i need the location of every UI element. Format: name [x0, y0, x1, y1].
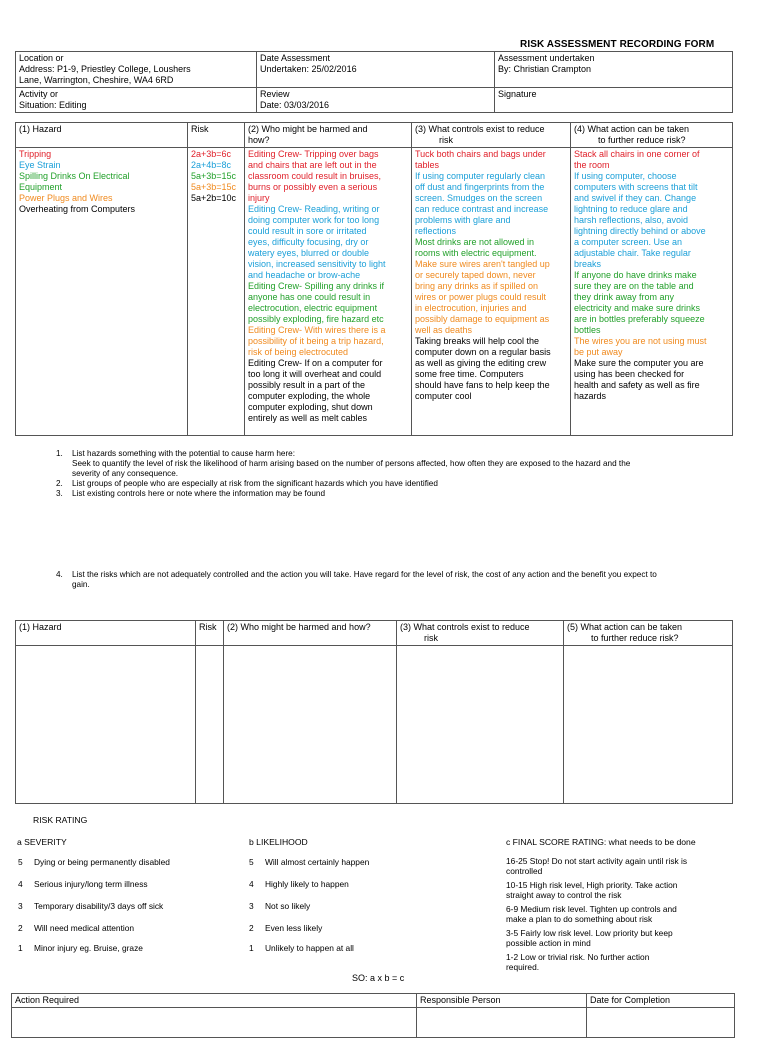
note-number: 1.: [56, 449, 63, 458]
t2-who-cell[interactable]: [224, 646, 397, 804]
t2-hazard-cell[interactable]: [16, 646, 196, 804]
hazard-list-cell: [16, 148, 188, 436]
text-line: Review: [260, 89, 290, 99]
rating-number: 3: [249, 901, 254, 911]
existing-control-entry: [415, 149, 567, 171]
text-line: (5) What action can be taken: [567, 622, 683, 632]
note-text: severity of any consequence.: [72, 469, 179, 478]
text-line: Date Assessment: [260, 53, 331, 63]
guidance-note-4: [56, 570, 657, 590]
text-line: Most drinks are not allowed in: [415, 237, 535, 247]
text-line: risk: [424, 633, 438, 643]
rating-text: Unlikely to happen at all: [265, 943, 354, 953]
rating-number: 4: [18, 879, 23, 889]
responsible-person-header: Responsible Person: [417, 994, 587, 1008]
who-harmed-entry: [248, 149, 408, 204]
text-line: too long it will overheat and could: [248, 369, 382, 379]
further-action-entry: [574, 336, 729, 358]
text-line: reflections: [415, 226, 457, 236]
action-required-header: Action Required: [12, 994, 417, 1008]
further-action-table: [15, 620, 733, 804]
existing-control-entry: [415, 259, 567, 336]
formula: SO: a x b = c: [352, 973, 405, 983]
text-line: make a plan to do something about risk: [506, 914, 653, 924]
existing-control-entry: [415, 336, 567, 402]
t2-controls-cell[interactable]: [397, 646, 564, 804]
text-line: computer exploding, shut down: [248, 402, 373, 412]
text-line: tables: [415, 160, 440, 170]
text-line: problems with glare and: [415, 215, 511, 225]
text-line: 6-9 Medium risk level. Tighten up controls and: [506, 904, 677, 914]
controls-list-cell: [412, 148, 571, 436]
rating-text: Will need medical attention: [34, 923, 135, 933]
rating-text: Will almost certainly happen: [265, 857, 370, 867]
further-action-entry: [574, 171, 729, 270]
risk-value: 5a+3b=15c: [191, 171, 237, 181]
text-line: Tuck both chairs and bags under: [415, 149, 546, 159]
t2-action-header: [564, 621, 733, 646]
t2-risk-header: Risk: [196, 621, 224, 646]
activity-cell: [16, 88, 257, 113]
completion-date-header: Date for Completion: [587, 994, 735, 1008]
text-line: injury: [248, 193, 270, 203]
risk-rating-title: RISK RATING: [33, 815, 88, 825]
text-line: straight away to control the risk: [506, 890, 622, 900]
text-line: Address: P1-9, Priestley College, Loushers: [19, 64, 191, 74]
risk-value: 5a+3b=15c: [191, 182, 237, 192]
text-line: Lane, Warrington, Cheshire, WA4 6RD: [19, 75, 174, 85]
text-line: harsh reflections, also, avoid: [574, 215, 689, 225]
text-line: how?: [248, 135, 270, 145]
text-line: or securely taped down, never: [415, 270, 536, 280]
controls-header: [412, 123, 571, 148]
rating-number: 2: [18, 923, 23, 933]
who-harmed-entry: [248, 325, 408, 358]
final-score-item: [506, 856, 730, 876]
text-line: sure they are on the table and: [574, 281, 694, 291]
note-number: 3.: [56, 489, 63, 498]
risk-value: 5a+2b=10c: [191, 193, 237, 203]
text-line: Date: 03/03/2016: [260, 100, 330, 110]
date-assessed-cell: [257, 52, 495, 88]
likelihood-title: b LIKELIHOOD: [249, 837, 308, 847]
rating-text: Serious injury/long term illness: [34, 879, 148, 889]
location-cell: [16, 52, 257, 88]
hazard-item: Spilling Drinks On Electrical: [19, 171, 130, 181]
note-number: [56, 459, 72, 469]
text-line: possibility of it being a trip hazard,: [248, 336, 384, 346]
text-line: eyes, difficulty focusing, dry or: [248, 237, 369, 247]
guidance-notes: [56, 449, 630, 499]
further-action-entry: [574, 270, 729, 336]
rating-text: Not so likely: [265, 901, 311, 911]
risk-header: Risk: [188, 123, 245, 148]
who-header: [245, 123, 412, 148]
text-line: Stack all chairs in one corner of: [574, 149, 700, 159]
t2-controls-header: [397, 621, 564, 646]
rating-number: 1: [249, 943, 254, 953]
final-score-item: [506, 952, 730, 972]
text-line: computers with screens that tilt: [574, 182, 698, 192]
hazard-header: (1) Hazard: [16, 123, 188, 148]
text-line: and chairs that are left out in the: [248, 160, 377, 170]
text-line: computer down on a regular basis: [415, 347, 551, 357]
risk-value: 2a+3b=6c: [191, 149, 232, 159]
severity-item: [18, 901, 163, 911]
text-line: Editing Crew- With wires there is a: [248, 325, 386, 335]
assessed-by-cell: [495, 52, 733, 88]
text-line: (2) Who might be harmed and: [248, 124, 368, 134]
note-line: [56, 580, 657, 590]
hazard-item: Equipment: [19, 182, 63, 192]
t2-hazard-header: (1) Hazard: [16, 621, 196, 646]
text-line: classroom could result in bruises,: [248, 171, 382, 181]
text-line: Make sure wires aren't tangled up: [415, 259, 550, 269]
note-number: 4.: [56, 570, 63, 579]
text-line: Editing Crew- Reading, writing or: [248, 204, 380, 214]
t2-risk-cell[interactable]: [196, 646, 224, 804]
text-line: electrocution, electric equipment: [248, 303, 378, 313]
text-line: (3) What controls exist to reduce: [415, 124, 545, 134]
note-number: [56, 469, 72, 479]
note-line: [56, 570, 657, 580]
text-line: in electrocution, injuries and: [415, 303, 527, 313]
final-score-item: [506, 928, 730, 948]
text-line: possibly result in a part of the: [248, 380, 366, 390]
rating-text: Minor injury eg. Bruise, graze: [34, 943, 143, 953]
severity-title: a SEVERITY: [17, 837, 67, 847]
text-line: watery eyes, blurred or double: [248, 248, 370, 258]
info-table: [15, 51, 733, 113]
risk-value: 2a+4b=8c: [191, 160, 232, 170]
rating-text: Temporary disability/3 days off sick: [34, 901, 164, 911]
signature-label: Signature: [498, 89, 537, 99]
signature-cell: [495, 88, 733, 113]
text-line: to further reduce risk?: [598, 135, 686, 145]
note-number: 2.: [56, 479, 63, 488]
text-line: some free time. Computers: [415, 369, 524, 379]
severity-item: [18, 923, 134, 933]
rating-number: 3: [18, 901, 23, 911]
text-line: 3-5 Fairly low risk level. Low priority but keep: [506, 928, 673, 938]
rating-text: Even less likely: [265, 923, 323, 933]
text-line: could result in sore or irritated: [248, 226, 367, 236]
rating-number: 1: [18, 943, 23, 953]
text-line: computer exploding, the whole: [248, 391, 371, 401]
action-required-cell[interactable]: [12, 1008, 417, 1038]
note-line: [56, 449, 630, 459]
likelihood-item: [249, 857, 369, 867]
note-text: List the risks which are not adequately controlled and the action you will take. Have regard for the level of risk, the cost of any action and the benefit you expect to: [72, 570, 657, 579]
text-line: Activity or: [19, 89, 59, 99]
text-line: Taking breaks will help cool the: [415, 336, 540, 346]
text-line: Location or: [19, 53, 64, 63]
text-line: hazards: [574, 391, 607, 401]
text-line: By: Christian Crampton: [498, 64, 592, 74]
text-line: possible action in mind: [506, 938, 591, 948]
text-line: health and safety as well as fire: [574, 380, 700, 390]
note-text: gain.: [72, 580, 90, 589]
likelihood-item: [249, 923, 322, 933]
text-line: controlled: [506, 866, 543, 876]
text-line: Editing Crew- Tripping over bags: [248, 149, 379, 159]
text-line: should have fans to help keep the: [415, 380, 550, 390]
rating-text: Dying or being permanently disabled: [34, 857, 170, 867]
text-line: Assessment undertaken: [498, 53, 595, 63]
further-action-entry: [574, 358, 729, 402]
who-harmed-entry: [248, 358, 408, 424]
text-line: risk of being electrocuted: [248, 347, 349, 357]
text-line: If using computer, choose: [574, 171, 677, 181]
text-line: The wires you are not using must: [574, 336, 707, 346]
text-line: and swivel if they can. Change: [574, 193, 697, 203]
likelihood-item: [249, 943, 354, 953]
hazard-item: Eye Strain: [19, 160, 61, 170]
completion-date-cell[interactable]: [587, 1008, 735, 1038]
text-line: possibly damage to equipment as: [415, 314, 550, 324]
hazard-item: Overheating from Computers: [19, 204, 136, 214]
text-line: well as deaths: [415, 325, 473, 335]
hazard-item: Tripping: [19, 149, 52, 159]
who-list-cell: [245, 148, 412, 436]
final-score-title: c FINAL SCORE RATING: what needs to be done: [506, 837, 696, 847]
likelihood-item: [249, 879, 349, 889]
text-line: risk: [439, 135, 453, 145]
further-action-entry: [574, 149, 729, 171]
text-line: required.: [506, 962, 540, 972]
text-line: 10-15 High risk level, High priority. Take action: [506, 880, 678, 890]
actions-list-cell: [571, 148, 733, 436]
text-line: Make sure the computer you are: [574, 358, 704, 368]
text-line: and headache or brow-ache: [248, 270, 361, 280]
existing-control-entry: [415, 171, 567, 237]
likelihood-item: [249, 901, 310, 911]
note-line: [56, 469, 630, 479]
text-line: bring any drinks as if spilled on: [415, 281, 539, 291]
rating-text: Highly likely to happen: [265, 879, 349, 889]
text-line: wires or power plugs could result: [415, 292, 547, 302]
rating-number: 4: [249, 879, 254, 889]
text-line: possibly exploding, fire hazard etc: [248, 314, 384, 324]
text-line: electricity and make sure drinks: [574, 303, 701, 313]
text-line: Undertaken: 25/02/2016: [260, 64, 357, 74]
text-line: entirely as well as melt cables: [248, 413, 368, 423]
review-cell: [257, 88, 495, 113]
text-line: be put away: [574, 347, 623, 357]
text-line: as well as giving the editing crew: [415, 358, 547, 368]
text-line: If using computer regularly clean: [415, 171, 546, 181]
text-line: to further reduce risk?: [591, 633, 679, 643]
who-harmed-entry: [248, 204, 408, 281]
text-line: they drink away from any: [574, 292, 675, 302]
note-text: List groups of people who are especially at risk from the significant hazards which you have identified: [72, 479, 438, 488]
text-line: Editing Crew- If on a computer for: [248, 358, 383, 368]
text-line: rooms with electric equipment.: [415, 248, 537, 258]
text-line: (4) What action can be taken: [574, 124, 690, 134]
text-line: lightning directly behind or above: [574, 226, 706, 236]
text-line: the room: [574, 160, 610, 170]
final-score-list: [506, 856, 730, 976]
text-line: screen. Smudges on the screen: [415, 193, 543, 203]
text-line: vision, increased sensitivity to light: [248, 259, 386, 269]
text-line: doing computer work for too long: [248, 215, 380, 225]
text-line: computer cool: [415, 391, 472, 401]
note-line: [56, 459, 630, 469]
note-text: List hazards something with the potential to cause harm here:: [72, 449, 296, 458]
text-line: anyone has one could result in: [248, 292, 371, 302]
final-score-item: [506, 880, 730, 900]
text-line: using has been checked for: [574, 369, 685, 379]
note-text: Seek to quantify the level of risk the likelihood of harm arising based on the number of persons affected, how often they are exposed to the hazard and the: [72, 459, 631, 468]
action-header: [571, 123, 733, 148]
text-line: breaks: [574, 259, 602, 269]
text-line: Editing Crew- Spilling any drinks if: [248, 281, 385, 291]
text-line: If anyone do have drinks make: [574, 270, 697, 280]
final-score-item: [506, 904, 730, 924]
text-line: can reduce contrast and increase: [415, 204, 549, 214]
text-line: bottles: [574, 325, 601, 335]
rating-number: 5: [249, 857, 254, 867]
text-line: off dust and fingerprints from the: [415, 182, 545, 192]
responsible-person-cell[interactable]: [417, 1008, 587, 1038]
t2-action-cell[interactable]: [564, 646, 733, 804]
text-line: Situation: Editing: [19, 100, 87, 110]
text-line: (3) What controls exist to reduce: [400, 622, 530, 632]
risk-list-cell: [188, 148, 245, 436]
form-title: RISK ASSESSMENT RECORDING FORM: [520, 39, 715, 50]
severity-item: [18, 857, 170, 867]
existing-control-entry: [415, 237, 567, 259]
rating-number: 2: [249, 923, 254, 933]
note-line: [56, 489, 630, 499]
text-line: 16-25 Stop! Do not start activity again until risk is: [506, 856, 688, 866]
action-required-table: [11, 993, 735, 1038]
severity-item: [18, 879, 148, 889]
t2-who-header: (2) Who might be harmed and how?: [224, 621, 397, 646]
note-line: [56, 479, 630, 489]
text-line: lightning to reduce glare and: [574, 204, 688, 214]
who-harmed-entry: [248, 281, 408, 325]
text-line: 1-2 Low or trivial risk. No further action: [506, 952, 650, 962]
hazard-item: Power Plugs and Wires: [19, 193, 113, 203]
note-number: [56, 580, 72, 590]
note-text: List existing controls here or note where the information may be found: [72, 489, 326, 498]
text-line: a computer screen. Use an: [574, 237, 683, 247]
text-line: are in bottles preferably squeeze: [574, 314, 705, 324]
hazard-table: [15, 122, 733, 436]
text-line: burns or possibly even a serious: [248, 182, 378, 192]
rating-number: 5: [18, 857, 23, 867]
text-line: adjustable chair. Take regular: [574, 248, 691, 258]
severity-item: [18, 943, 143, 953]
